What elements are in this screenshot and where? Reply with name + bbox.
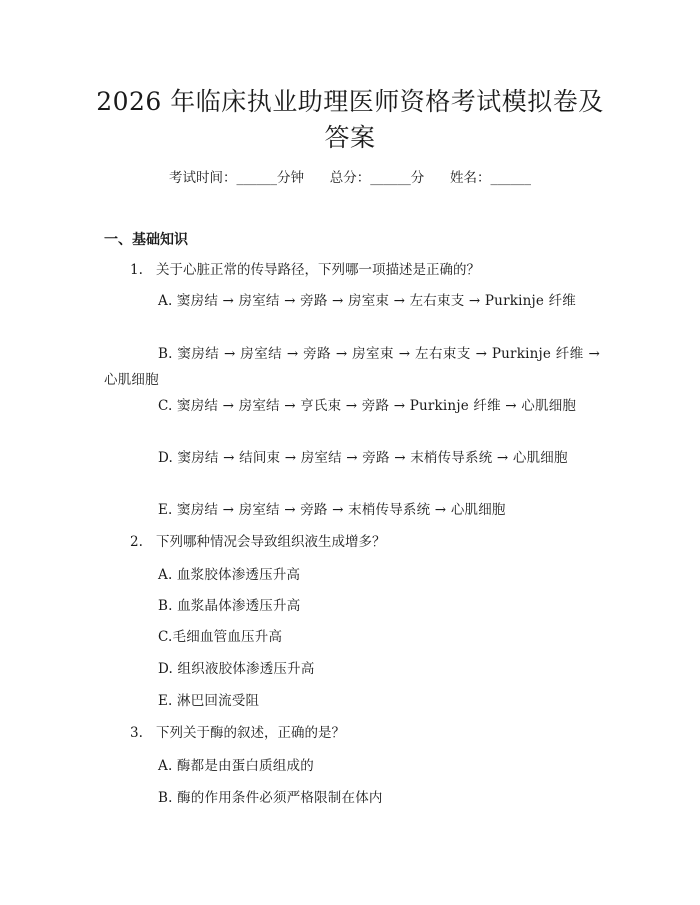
question-2: [104, 529, 600, 555]
option-1a: A. 窦房结 → 房室结 → 旁路 → 房室束 → 左右束支 → Purkinje 纤维: [158, 293, 576, 309]
question-number: 2.: [130, 534, 143, 550]
option-1c: C. 窦房结 → 房室结 → 亨氏束 → 旁路 → Purkinje 纤维 → 心肌细胞: [158, 398, 577, 414]
name-label: 姓名：______: [450, 170, 531, 186]
title-line-1: 2026 年临床执业助理医师资格考试模拟卷及: [96, 87, 604, 116]
exam-time-label: 考试时间：______分钟: [169, 170, 304, 186]
option-1e: E. 窦房结 → 房室结 → 旁路 → 末梢传导系统 → 心肌细胞: [158, 502, 506, 518]
option-2b: B. 血浆晶体渗透压升高: [158, 598, 301, 614]
option-2c: C.毛细血管血压升高: [158, 629, 283, 645]
question-number: 1.: [130, 262, 143, 278]
title-line-2: 答案: [324, 123, 376, 152]
option-1d: D. 窦房结 → 结间束 → 房室结 → 旁路 → 末梢传导系统 → 心肌细胞: [158, 450, 568, 466]
total-score-label: 总分：______分: [329, 170, 425, 186]
question-text: 关于心脏正常的传导路径，下列哪一项描述是正确的？: [156, 262, 480, 278]
option-2d: D. 组织液胶体渗透压升高: [158, 661, 315, 677]
question-number: 3.: [130, 725, 143, 741]
document-title: [90, 84, 610, 156]
question-1: [104, 257, 600, 283]
option-2a: A. 血浆胶体渗透压升高: [158, 567, 301, 583]
option-3a: A. 酶都是由蛋白质组成的: [158, 758, 314, 774]
section-title: 一、基础知识: [104, 232, 188, 248]
exam-info-line: [0, 168, 700, 188]
question-3: [104, 720, 600, 746]
option-3b: B. 酶的作用条件必须严格限制在体内: [158, 790, 383, 806]
question-text: 下列关于酶的叙述，正确的是？: [156, 725, 345, 741]
question-text: 下列哪种情况会导致组织液生成增多？: [156, 534, 386, 550]
option-2e: E. 淋巴回流受阻: [158, 693, 260, 709]
option-1b: B. 窦房结 → 房室结 → 旁路 → 房室束 → 左右束支 → Purkinje 纤维 → 心肌细胞: [104, 346, 600, 388]
